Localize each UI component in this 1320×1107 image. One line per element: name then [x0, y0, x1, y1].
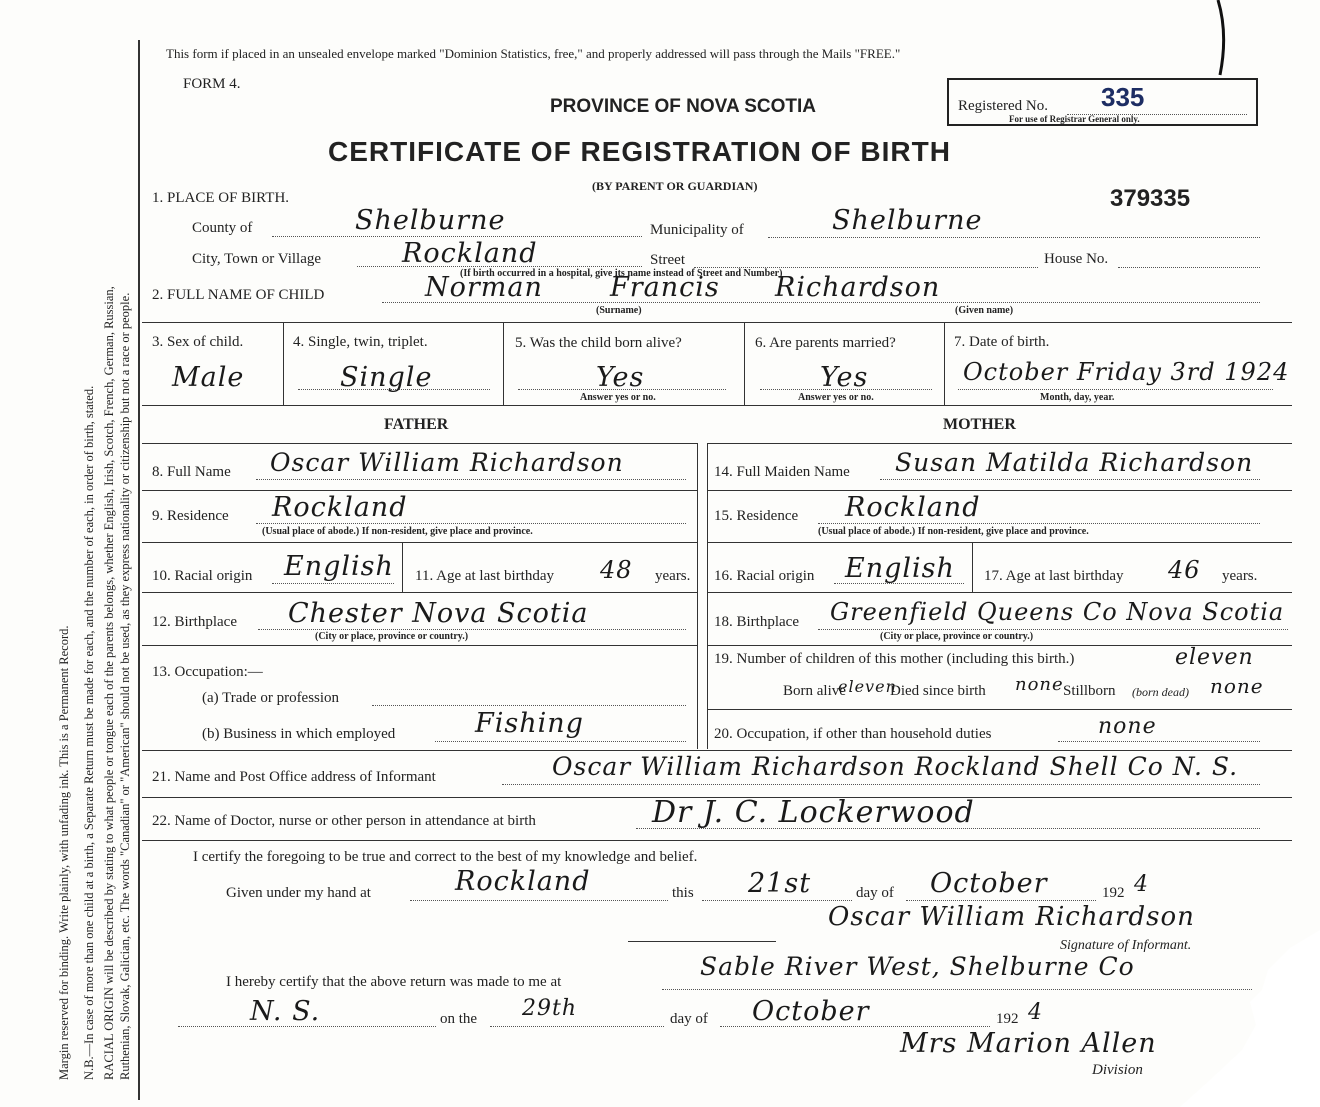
surname-caption: (Surname) — [596, 305, 642, 316]
return-place-value-2: N. S. — [250, 996, 321, 1027]
mother-name-label: 14. Full Maiden Name — [714, 464, 850, 480]
father-heading: FATHER — [384, 416, 449, 433]
mother-residence-value: Rockland — [845, 492, 981, 523]
child-given-name-2: Francis — [610, 272, 720, 303]
return-day-of-label: day of — [670, 1011, 708, 1027]
mother-name-value: Susan Matilda Richardson — [895, 448, 1254, 477]
registered-box — [947, 78, 1258, 126]
registered-label: Registered No. — [958, 98, 1048, 114]
given-year-prefix: 192 — [1102, 885, 1125, 901]
given-day-value: 21st — [748, 868, 812, 899]
doctor-label: 22. Name of Doctor, nurse or other person in attendance at birth — [152, 813, 536, 829]
children-count-value: eleven — [1175, 645, 1254, 670]
division-caption: Division — [1092, 1062, 1143, 1078]
mother-age-label: 17. Age at last birthday — [984, 568, 1124, 584]
father-birthplace-note: (City or place, province or country.) — [315, 631, 469, 642]
father-residence-note: (Usual place of abode.) If non-resident, give place and province. — [262, 526, 533, 537]
given-under-label: Given under my hand at — [226, 885, 371, 901]
sex-value: Male — [172, 362, 245, 393]
racial-origin-note-2: Ruthenian, Slovak, Galician, etc. The words "Canadian" or "American" should not be used, as they express nationality or citizenship but not a race or people. — [118, 292, 132, 1080]
racial-origin-note-1: RACIAL ORIGIN will be described by stating to what people or tongue each of the parents belongs, whether English, Irish, Scotch, French, German, Russian, — [102, 286, 116, 1080]
serial-number: 379335 — [1110, 185, 1191, 212]
page-title: CERTIFICATE OF REGISTRATION OF BIRTH — [328, 136, 951, 167]
dob-label: 7. Date of birth. — [954, 334, 1050, 350]
city-label: City, Town or Village — [192, 251, 322, 267]
place-of-birth-heading: 1. PLACE OF BIRTH. — [152, 190, 290, 206]
plurality-label: 4. Single, twin, triplet. — [293, 334, 428, 350]
stillborn-value: none — [1210, 674, 1264, 698]
mother-birthplace-value: Greenfield Queens Co Nova Scotia — [830, 598, 1285, 626]
county-label: County of — [192, 220, 253, 236]
signature-caption: Signature of Informant. — [1060, 938, 1192, 953]
return-day-value: 29th — [522, 996, 578, 1021]
province-heading: PROVINCE OF NOVA SCOTIA — [550, 96, 817, 117]
mother-occupation-value: none — [1098, 714, 1157, 739]
torn-edge — [1170, 930, 1320, 1107]
margin-note: Margin reserved for binding. Write plainly, with unfading ink. This is a Permanent Record. — [57, 625, 71, 1080]
trade-label: (a) Trade or profession — [202, 690, 340, 706]
mother-race-value: English — [845, 553, 955, 584]
father-race-label: 10. Racial origin — [152, 568, 253, 584]
sex-label: 3. Sex of child. — [152, 334, 244, 350]
plurality-value: Single — [340, 362, 433, 393]
mother-years-label: years. — [1222, 568, 1258, 584]
children-count-label: 19. Number of children of this mother (including this birth.) — [714, 651, 1075, 667]
doctor-value: Dr J. C. Lockerwood — [652, 795, 975, 830]
on-the-label: on the — [440, 1011, 478, 1027]
given-year-digit: 4 — [1134, 872, 1149, 897]
margin-rule — [138, 40, 140, 1100]
born-alive-count-label: Born alive — [783, 683, 846, 699]
business-label: (b) Business in which employed — [202, 726, 396, 742]
father-age-value: 48 — [600, 556, 633, 584]
informant-label: 21. Name and Post Office address of Informant — [152, 769, 436, 785]
married-value: Yes — [820, 362, 869, 393]
father-name-label: 8. Full Name — [152, 464, 231, 480]
registrar-signature: Mrs Marion Allen — [900, 1028, 1157, 1059]
given-name-caption: (Given name) — [955, 305, 1014, 316]
registered-number: 335 — [1101, 82, 1145, 112]
child-name-label: 2. FULL NAME OF CHILD — [152, 287, 325, 303]
day-of-label: day of — [856, 885, 894, 901]
page-subtitle: (BY PARENT OR GUARDIAN) — [592, 179, 758, 193]
occupation-label: 13. Occupation:— — [152, 664, 263, 680]
return-year-prefix: 192 — [996, 1011, 1019, 1027]
answer-note-2: Answer yes or no. — [798, 392, 874, 403]
mother-race-label: 16. Racial origin — [714, 568, 815, 584]
hospital-note: (If birth occurred in a hospital, give its name instead of Street and Number) — [460, 268, 783, 279]
died-value: none — [1015, 674, 1064, 695]
nb-note: N.B.—In case of more than one child at a birth, a Separate Return must be made for each, and the number of each, in order of birth, stated. — [82, 385, 96, 1080]
return-place-value: Sable River West, Shelburne Co — [700, 952, 1135, 981]
return-label: I hereby certify that the above return was made to me at — [226, 974, 562, 990]
form-number: FORM 4. — [183, 76, 241, 92]
mother-birthplace-note: (City or place, province or country.) — [880, 631, 1034, 642]
child-given-name-1: Norman — [425, 272, 543, 303]
informant-signature: Oscar William Richardson — [828, 902, 1195, 932]
father-birthplace-label: 12. Birthplace — [152, 614, 237, 630]
mother-occupation-label: 20. Occupation, if other than household duties — [714, 726, 992, 742]
mother-heading: MOTHER — [943, 416, 1016, 433]
return-year-digit: 4 — [1028, 1000, 1043, 1025]
married-label: 6. Are parents married? — [755, 335, 896, 351]
registrar-note: For use of Registrar General only. — [1009, 114, 1140, 124]
mail-notice: This form if placed in an unsealed envelope marked "Dominion Statistics, free," and properly addressed will pass through the Mails "FREE." — [166, 46, 901, 61]
mother-residence-label: 15. Residence — [714, 508, 799, 524]
municipality-label: Municipality of — [650, 222, 744, 238]
stillborn-note: (born dead) — [1132, 685, 1189, 699]
born-alive-value: Yes — [596, 362, 645, 393]
business-value: Fishing — [475, 708, 584, 739]
return-month-value: October — [752, 996, 870, 1027]
house-label: House No. — [1044, 251, 1109, 267]
child-surname: Richardson — [775, 272, 941, 303]
father-age-label: 11. Age at last birthday — [415, 568, 554, 584]
father-race-value: English — [284, 551, 394, 582]
born-alive-count-value: eleven — [838, 677, 897, 696]
mother-birthplace-label: 18. Birthplace — [714, 614, 799, 630]
given-place-value: Rockland — [455, 866, 591, 897]
born-alive-label: 5. Was the child born alive? — [515, 335, 682, 351]
father-residence-value: Rockland — [272, 492, 408, 523]
father-birthplace-value: Chester Nova Scotia — [288, 598, 589, 629]
this-label: this — [672, 885, 694, 901]
street-label: Street — [650, 252, 685, 268]
father-years-label: years. — [655, 568, 691, 584]
mother-age-value: 46 — [1168, 556, 1201, 584]
father-name-value: Oscar William Richardson — [270, 448, 624, 477]
stillborn-label: Stillborn — [1063, 683, 1116, 699]
died-label: Died since birth — [890, 683, 986, 699]
father-residence-label: 9. Residence — [152, 508, 229, 524]
dob-value: October Friday 3rd 1924 — [963, 358, 1290, 386]
mother-residence-note: (Usual place of abode.) If non-resident, give place and province. — [818, 526, 1089, 537]
certify-statement: I certify the foregoing to be true and correct to the best of my knowledge and belief. — [193, 849, 698, 865]
binding-curve — [1200, 0, 1240, 80]
dob-caption: Month, day, year. — [1040, 392, 1115, 403]
informant-value: Oscar William Richardson Rockland Shell Co N. S. — [552, 752, 1239, 781]
city-value: Rockland — [402, 238, 538, 269]
answer-note-1: Answer yes or no. — [580, 392, 656, 403]
municipality-value: Shelburne — [832, 205, 983, 236]
county-value: Shelburne — [355, 205, 506, 236]
given-month-value: October — [930, 868, 1048, 899]
